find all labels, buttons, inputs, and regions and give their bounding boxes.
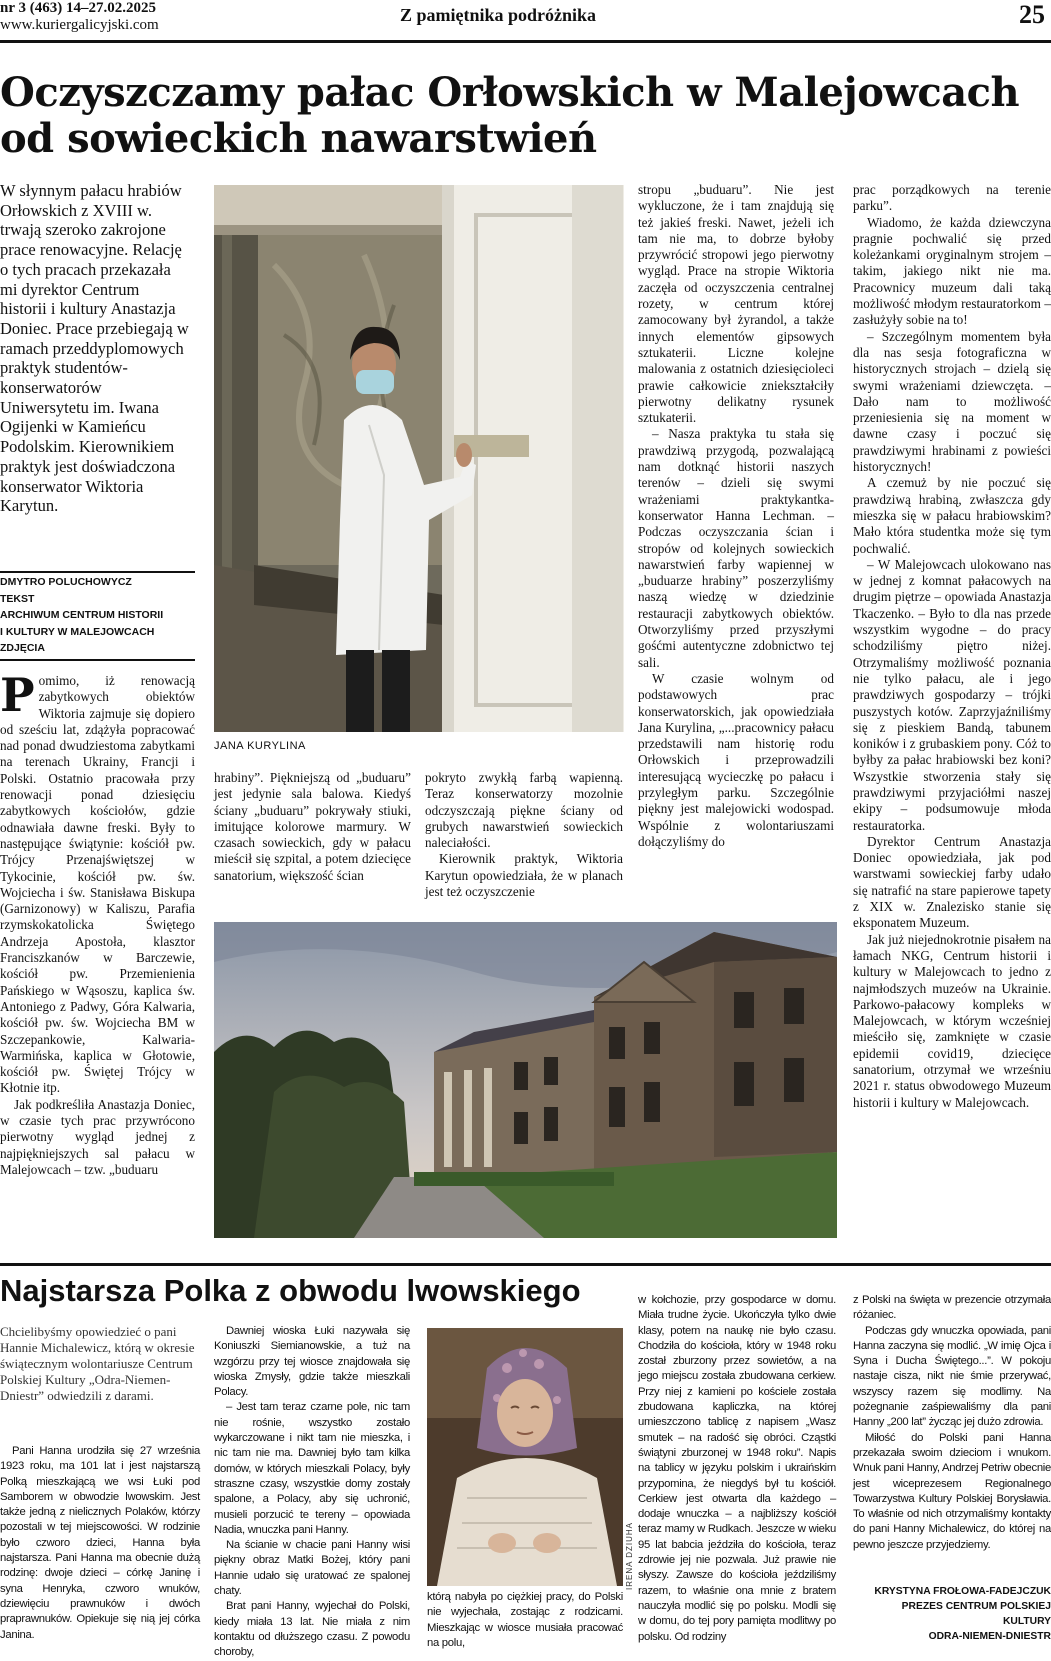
photo2-caption-wrap xyxy=(625,1521,637,1650)
photo1-caption: JANA KURYLINA xyxy=(214,740,306,752)
signature-name: KRYSTYNA FROŁOWA-FADEJCZUK xyxy=(874,1586,1051,1597)
section-title: Z pamiętnika podróżnika xyxy=(400,5,597,25)
body-paragraph: Dyrektor Centrum Anastazja Doniec opowiedziała, jak pod warstwami sowieckiej farby udało się natrafić na stare papierowe tapety z XIX w. Znalezisko stanie się eksponatem Muzeum. xyxy=(853,833,1051,931)
credits-top-rule xyxy=(0,571,195,573)
author-role: TEKST xyxy=(0,592,35,605)
body-paragraph: stropu „buduaru”. Nie jest wykluczone, że i tam znajdują się też jakieś freski. Nawet, jeżeli ich tam nie ma, to dobrze byłoby przywrócić stropowi jego pierwotny wygląd. Prace na stropie Wiktoria zaczęła od oczyszczenia centralnej rozety, w centrum której zamocowany był żyrandol, a także innych elementów gipsowych sztukaterii. Liczne kolejne malowania z ostatnich dziesięcioleci prawie całkowicie zniekształciły pierwotny delikatny rysunek sztukaterii. xyxy=(638,182,834,426)
photo2-caption: IRENA DZIUHA xyxy=(625,1521,634,1590)
article2-lead: Chcielibyśmy opowiedzieć o pani Hannie Michalewicz, którą w okresie świątecznym wolontariusze Centrum Polskiej Kultury „Odra-Niemen-Dniestr” odwiedzili z darami. xyxy=(0,1324,195,1403)
elderly-woman-photo xyxy=(427,1328,623,1586)
body-paragraph: Jak już niejednokrotnie pisałem na łamach NKG, Centrum historii i kultury w Malejowcach to jedno z najmłodszych muzeów na Ukrainie. Parkowo-pałacowy kompleks w Malejowcach, w którym wcześniej mieściło się, zamknięte w czasie epidemii covid19, dziecięce sanatorium, otrzymał we wrześniu 2021 r. status obwodowego Muzeum historii i kultury w Malejowcach. xyxy=(853,931,1051,1110)
conservator-photo xyxy=(214,185,623,732)
body-paragraph: w kołchozie, przy gospodarce w domu. Miała trudne życie. Ukończyła tylko dwie klasy, potem na naukę nie było czasu. Chodziła do kościoła, który w 1948 roku został zburzony przez sowietów, a na jego miejscu została zbudowana cerkiew. Przy niej z kamieni po kościele została zbudowana kapliczka, na której umieszczono tablicę z napisem „Wasz smutek – na radość się obróci. Cząstki świątyni zburzonej w 1948 roku”. Napis na tablicy w języku polskim i ukraińskim przypomina, że niegdyś był tu kościół. Cerkiew jest otwarta dla każdego – dodaje wnuczka – a najbliższy kościół teraz mamy w Rudkach. Jeszcze w wieku 95 lat babcia jeździła do kościoła, teraz zdrowie jej nie pozwala. Już prawie nie słyszy. Zawsze do kościoła jeździliśmy razem, to właśnie ona mnie z bratem nauczyła modlić się po polsku. Modli się w domu, do tej pory pamięta modlitwy po polsku. Od rodziny xyxy=(638,1294,836,1643)
palace-photo xyxy=(214,922,837,1238)
body-paragraph: – Jest tam teraz czarne pole, nic tam nie rośnie, wszystko zostało wykarczowane i nikt tam nie mieszka, i nic tam nie ma. Dawniej było tam kilka domów, w których mieszkali Polacy, były straszne czasy, wszystkie domy zostały spalone, a Polacy, aby się uchronić, musieli porzucić te tereny – opowiada Nadia, wnuczka pani Hanny. xyxy=(214,1401,410,1536)
article1-column-3 xyxy=(425,770,623,910)
article1-column-2 xyxy=(214,770,411,910)
article2-title: Najstarsza Polka z obwodu lwowskiego xyxy=(0,1273,581,1308)
page-number: 25 xyxy=(1019,0,1045,29)
body-paragraph: W czasie wolnym od podstawowych prac konserwatorskich, jak opowiedziała Jana Kurylina, „...pracownicy pałacu przedstawili nam historię rodu Orłowskich i przeprowadzili interesującą wycieczkę po pałacu i przyległym parku. Szczególnie piękny jest malejowicki wodospad. Wspólnie z wolontariuszami dołączyliśmy do xyxy=(638,670,834,849)
issue-number: nr 3 (463) 14–27.02.2025 xyxy=(0,0,156,16)
article2-column-4 xyxy=(638,1293,836,1643)
photo-role: ZDJĘCIA xyxy=(0,642,45,654)
body-paragraph: Brat pani Hanny, wyjechał do Polski, kiedy miała 13 lat. Nie miała z nim kontaktu od dłuższego czasu. Z powodu choroby, xyxy=(214,1600,410,1659)
author-name: DMYTRO POLUCHOWYCZ xyxy=(0,576,132,588)
body-paragraph: Dawniej wioska Łuki nazywała się Koniuszki Siemianowskie, a tuż na wzgórzu przy tej wiosce znajdowała się wioska Zmysły, gdzie także mieszkali Polacy. xyxy=(214,1325,410,1399)
signature-org: ODRA-NIEMEN-DNIESTR xyxy=(928,1631,1051,1642)
drop-cap: P xyxy=(0,668,35,722)
credits-bottom-rule xyxy=(0,659,195,661)
body-paragraph: – W Malejowcach ulokowano nas w jednej z komnat pałacowych na drugim piętrze – opowiada Anastazja Tkaczenko. – Było to dla nas przede wszystkim wygodne – do pracy schodziliśmy piętro niżej. Otrzymaliśmy możliwość poznania nie tylko pałacu, ale i jego prawdziwych gospodarzy – trójki puszystych kotów. Zaprzyjaźniliśmy się z pieskiem Bandą, tabunem koników i z grubaskiem pony. Cóż to byłby za pałac hrabiowski bez koni? Wszystkie stworzenia stały się prawdziwymi przyjaciółmi naszej ekipy – podsumowuje młoda restauratorka. xyxy=(853,556,1051,833)
signature-role: PREZES CENTRUM POLSKIEJ KULTURY xyxy=(901,1601,1051,1627)
masthead-issue-info xyxy=(0,0,159,34)
body-paragraph: Kierownik praktyk, Wiktoria Karytun opowiedziała, że w planach jest też oczyszczenie xyxy=(425,851,623,900)
body-paragraph: którą nabyła po ciężkiej pracy, do Polski nie wyjechała, zostając z rodzicami. Mieszkając w wiosce musiała pracować na polu, xyxy=(427,1591,623,1649)
photo-source-line2: I KULTURY W MALEJOWCACH xyxy=(0,625,155,638)
article2-column-3 xyxy=(427,1590,623,1649)
body-paragraph: – Nasza praktyka tu stała się prawdziwą przygodą, pozwalającą nam dotknąć historii naszych terenów – dzieli się swymi wrażeniami praktykantka-konserwator Hanna Lechman. – Podczas oczyszczania ścian i stropów od kolejnych sowieckich nawarstwień farby wapiennej w „buduarze hrabiny” poszerzyliśmy naszą wiedzę w dziedzinie restauracji zabytkowych obiektów. Otworzyliśmy przed przyszłymi gośćmi autentyczne zdobnictwo tej sali. xyxy=(638,426,834,670)
article1-column-1 xyxy=(0,668,195,1233)
body-paragraph: Miłość do Polski pani Hanna przekazała swoim dzieciom i wnukom. Wnuk pani Hanny, Andrzej Petriw obecnie jest wiceprezesem Regionalnego Towarzystwa Kultury Polskiej Borysławia. To właśnie od nich otrzymaliśmy kontakty do pani Hanny Michalewicz, do której na pewno jeszcze przyjedziemy. xyxy=(853,1431,1051,1551)
body-paragraph: z Polski na święta w prezencie otrzymała różaniec. xyxy=(853,1294,1051,1322)
article-separator-rule xyxy=(0,1263,1051,1266)
body-paragraph: Wiadomo, że każda dziewczyna pragnie pochwalić się przed koleżankami oryginalnym strojem – takim, jakiego nikt nie ma. Pracownicy muzeum dali taką możliwość młodym restauratorkom – zasłużyły sobie na to! xyxy=(853,214,1051,328)
article-credits xyxy=(0,574,195,657)
body-paragraph: pokryto zwykłą farbą wapienną. Teraz konserwatorzy mozolnie odczyszczają piękne ściany od grubych nawarstwień sowieckich naleciałości. xyxy=(425,770,623,851)
body-paragraph: Na ścianie w chacie pani Hanny wisi piękny obraz Matki Bożej, który pani Hannie udało się uratować ze spalonej chaty. xyxy=(214,1539,410,1598)
article-title: Oczyszczamy pałac Orłowskich w Malejowcach od sowieckich nawarstwień xyxy=(0,69,1020,162)
article1-column-4 xyxy=(638,182,834,912)
website-link[interactable]: www.kuriergalicyjski.com xyxy=(0,17,159,33)
article2-column-1 xyxy=(0,1444,200,1641)
header-rule xyxy=(0,40,1051,43)
photo-source: ARCHIWUM CENTRUM HISTORII xyxy=(0,609,164,621)
body-paragraph: prac porządkowych na terenie parku”. xyxy=(853,182,1051,214)
body-paragraph: A czemuż by nie poczuć się prawdziwą hrabiną, zwłaszcza gdy mieszka się w pałacu hrabiowskim? Mało która studentka może się tym pochwalić. xyxy=(853,475,1051,556)
article-lead: W słynnym pałacu hrabiów Orłowskich z XVIII w. trwają szeroko zakrojone prace renowacyjne. Relację o tych pracach przekazała mi dyrektor Centrum historii i kultury Anastazja Doniec. Prace przebiegają w ramach przeddyplomowych praktyk studentów-konserwatorów Uniwersytetu im. Iwana Ogijenki w Kamieńcu Podolskim. Kierownikiem praktyk jest doświadczona konserwator Wiktoria Karytun. xyxy=(0,181,189,516)
body-paragraph: Pani Hanna urodziła się 27 września 1923 roku, ma 101 lat i jest najstarszą Polką mieszkającą we wsi Łuki pod Samborem w obwodzie lwowskim. Jest także jedną z nielicznych Polaków, którzy pozostali w tej miejscowości. W rodzinie było czworo dzieci, Hanna była najstarsza. Pani Hanna ma obecnie dużą rodzinę: dwoje dzieci – córkę Janinę i syna Henryka, czworo wnuków, dziewięciu prawnuków i dwóch praprawnuków. Opiekuje się nią jej córka Janina. xyxy=(0,1445,200,1641)
body-paragraph: Jak podkreśliła Anastazja Doniec, w czasie tych prac przywrócono pierwotny wygląd jednej z najpiękniejszych sal pałacu w Malejowcach – tzw. „buduaru xyxy=(0,1096,195,1177)
article2-column-2 xyxy=(214,1324,410,1659)
article2-signature xyxy=(853,1584,1051,1644)
body-paragraph: – Szczególnym momentem była dla nas sesja fotograficzna w historycznych strojach – dzielą się swymi wrażeniami dziewczęta. – Dało nam to możliwość przeniesienia się na moment w dawne czasy i poczuć się prawdziwymi hrabinami z powieści historycznych! xyxy=(853,328,1051,475)
article1-column-5 xyxy=(853,182,1051,1242)
article2-column-5 xyxy=(853,1293,1051,1551)
body-text: omimo, iż renowacją zabytkowych obiektów Wiktoria zajmuje się dopiero od sześciu lat, zdążyła popracować nad ponad dwudziestoma zabytkami na terenach Ukrainy, Francji i Polski. Ostatnio pracowała przy renowacji ponad dziesięciu zabytkowych kościołów, gdzie odnawiała dawne freski. Były to następujące świątynie: kościół pw. Trójcy Przenajświętszej w Tykocinie, kościół pw. św. Wojciecha i św. Stanisława Biskupa (Garnizonowy) w Kaliszu, Parafia rzymskokatolicka Świętego Andrzeja Apostoła, klasztor Franciszkanów w Barczewie, kościół pw. Przemienienia Pańskiego w Wąsoszu, kaplica św. Antoniego z Padwy, Góra Kalwaria, kościół pw. św. Wojciecha BM w Szczepankowie, Kalwaria-Warmińska, kaplica w Głotowie, kościół pw. Świętej Trójcy w Kłotnie itp. xyxy=(0,673,195,1096)
body-paragraph: Podczas gdy wnuczka opowiada, pani Hanna zaczyna się modlić. „W imię Ojca i Syna i Ducha Świętego...”. W pokoju nastaje cisza, nikt nie śmie przerywać, wszyscy razem się modlimy. Na pożegnanie zaśpiewaliśmy dla pani Hanny „200 lat” życząc jej dużo zdrowia. xyxy=(853,1324,1051,1429)
body-paragraph: hrabiny”. Piękniejszą od „buduaru” jest jedynie sala balowa. Kiedyś ściany „buduaru” pokrywały stiuki, imitujące kolorowe marmury. W czasach sowieckich, gdy w pałacu mieścił się szpital, a potem dziecięce sanatorium, większość ścian xyxy=(214,770,411,883)
